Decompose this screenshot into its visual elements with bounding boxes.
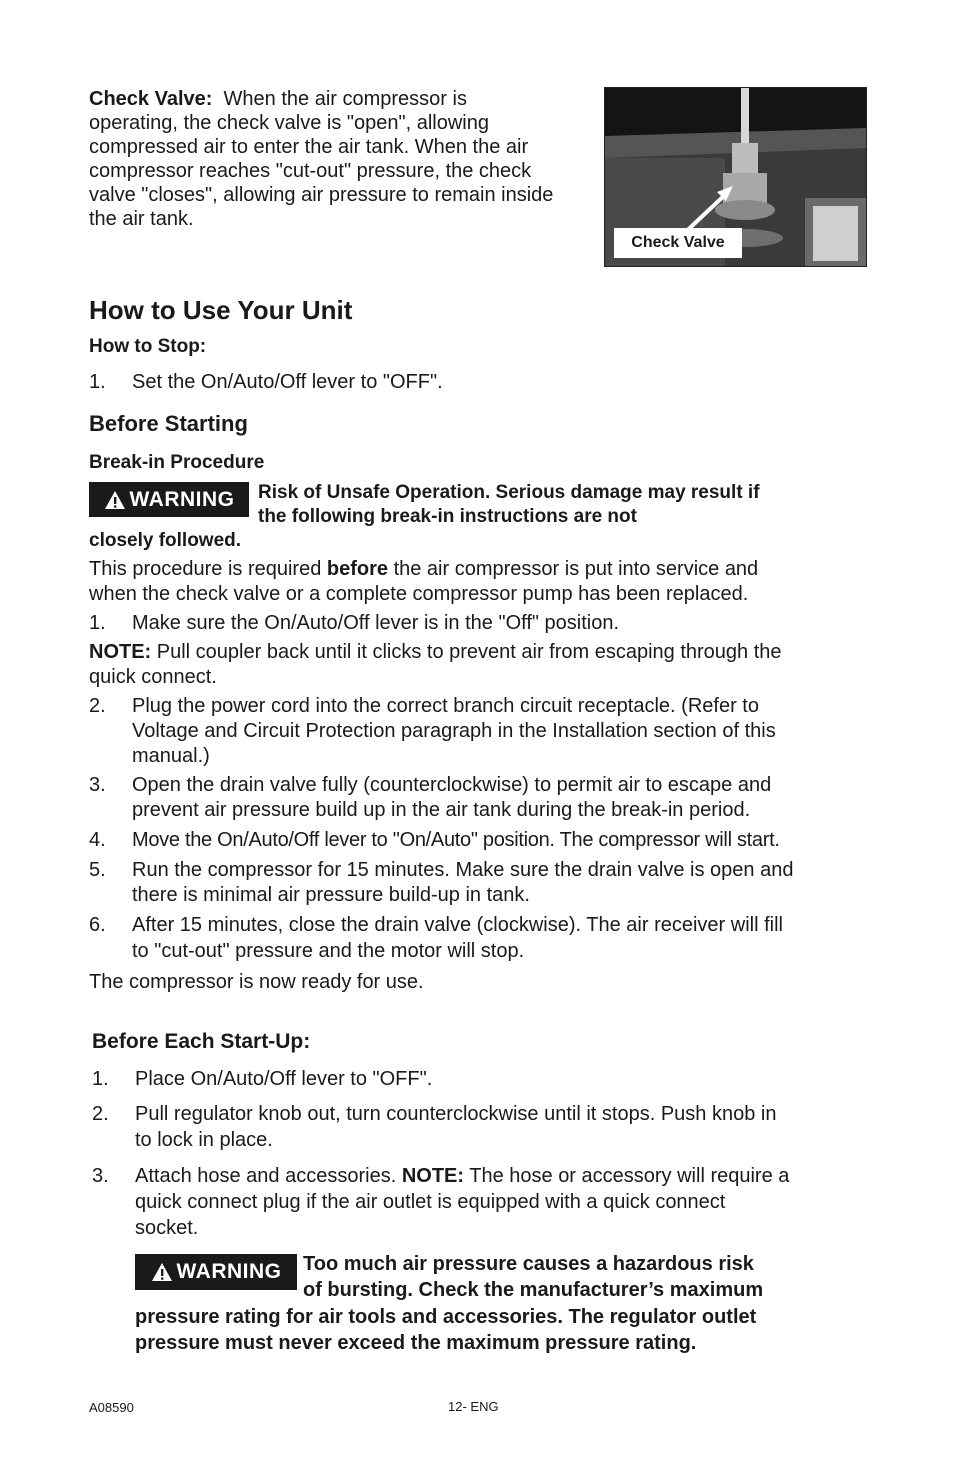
list-item bbox=[92, 1067, 872, 1092]
list-text: Make sure the On/Auto/Off lever is in the "Off" position. bbox=[132, 612, 620, 634]
warning-line: closely followed. bbox=[89, 530, 242, 551]
break-in-heading: Break-in Procedure bbox=[89, 452, 265, 473]
note-label: NOTE: bbox=[401, 1165, 465, 1187]
intro-text: when the check valve or a complete compressor pump has been replaced. bbox=[89, 583, 749, 605]
list-item bbox=[89, 773, 879, 823]
warning-line: pressure must never exceed the maximum pressure rating. bbox=[135, 1332, 697, 1354]
before-each-heading: Before Each Start-Up: bbox=[92, 1030, 311, 1053]
check-valve-line: the air tank. bbox=[89, 208, 194, 230]
list-text: Place On/Auto/Off lever to "OFF". bbox=[135, 1068, 433, 1090]
warning-line: Risk of Unsafe Operation. Serious damage may result if bbox=[258, 482, 760, 503]
ready-text: The compressor is now ready for use. bbox=[89, 971, 424, 993]
check-valve-line: compressed air to enter the air tank. When the air bbox=[89, 136, 529, 158]
check-valve-label: Check Valve: bbox=[89, 88, 213, 110]
list-text: quick connect plug if the air outlet is equipped with a quick connect bbox=[135, 1191, 726, 1213]
list-number: 1. bbox=[89, 371, 106, 393]
list-number: 3. bbox=[89, 774, 106, 796]
list-number: 4. bbox=[89, 829, 106, 851]
check-valve-line: compressor reaches "cut-out" pressure, the check bbox=[89, 160, 532, 182]
list-text: Run the compressor for 15 minutes. Make sure the drain valve is open and bbox=[132, 859, 794, 881]
note-text: quick connect. bbox=[89, 666, 217, 688]
warning-badge-label: WARNING bbox=[176, 1260, 282, 1283]
list-item bbox=[89, 370, 869, 395]
list-item bbox=[89, 913, 879, 963]
note-label: NOTE: bbox=[89, 641, 152, 663]
list-text: Attach hose and accessories. bbox=[135, 1165, 402, 1187]
list-number: 2. bbox=[92, 1103, 109, 1125]
list-item bbox=[92, 1163, 882, 1241]
list-text: socket. bbox=[135, 1217, 199, 1239]
warning-line: of bursting. Check the manufacturer’s maximum bbox=[303, 1279, 764, 1301]
warning-text bbox=[258, 481, 760, 529]
list-text: Pull regulator knob out, turn counterclockwise until it stops. Push knob in bbox=[135, 1103, 777, 1125]
note-paragraph bbox=[89, 640, 889, 690]
intro-text: This procedure is required bbox=[89, 558, 327, 580]
check-valve-line: When the air compressor is bbox=[223, 88, 467, 110]
list-item bbox=[89, 611, 869, 636]
list-number: 6. bbox=[89, 914, 106, 936]
list-item bbox=[89, 858, 879, 908]
list-number: 1. bbox=[92, 1068, 109, 1090]
list-number: 5. bbox=[89, 859, 106, 881]
list-text: there is minimal air pressure build-up in tank. bbox=[132, 884, 530, 906]
warning-line: Too much air pressure causes a hazardous risk bbox=[303, 1253, 754, 1275]
before-starting-heading: Before Starting bbox=[89, 411, 248, 436]
list-text: Set the On/Auto/Off lever to "OFF". bbox=[132, 371, 443, 393]
list-number: 2. bbox=[89, 695, 106, 717]
list-text: After 15 minutes, close the drain valve (clockwise). The air receiver will fill bbox=[132, 914, 783, 936]
warning-triangle-icon bbox=[151, 1262, 173, 1282]
check-valve-paragraph bbox=[89, 87, 604, 231]
check-valve-line: operating, the check valve is "open", allowing bbox=[89, 112, 489, 134]
list-text: prevent air pressure build up in the air tank during the break-in period. bbox=[132, 799, 751, 821]
document-code: A08590 bbox=[89, 1400, 134, 1415]
photo-label: Check Valve bbox=[614, 228, 742, 258]
list-item bbox=[89, 828, 879, 853]
warning-badge bbox=[135, 1254, 297, 1290]
warning-text bbox=[135, 1304, 756, 1356]
warning-line: the following break-in instructions are not bbox=[258, 506, 637, 527]
warning-line: pressure rating for air tools and accessories. The regulator outlet bbox=[135, 1306, 757, 1328]
list-item bbox=[89, 694, 879, 769]
check-valve-photo bbox=[604, 87, 867, 267]
list-text: to lock in place. bbox=[135, 1129, 273, 1151]
section-title: How to Use Your Unit bbox=[89, 295, 353, 325]
check-valve-line: valve "closes", allowing air pressure to remain inside bbox=[89, 184, 554, 206]
intro-paragraph bbox=[89, 557, 889, 607]
list-text: Voltage and Circuit Protection paragraph in the Installation section of this bbox=[132, 720, 776, 742]
list-text: Plug the power cord into the correct branch circuit receptacle. (Refer to bbox=[132, 695, 759, 717]
warning-triangle-icon bbox=[104, 490, 126, 510]
how-to-stop-heading: How to Stop: bbox=[89, 336, 207, 357]
warning-badge bbox=[89, 482, 249, 517]
intro-bold: before bbox=[326, 558, 389, 580]
intro-text: the air compressor is put into service and bbox=[388, 558, 759, 580]
warning-text bbox=[303, 1251, 763, 1303]
list-item bbox=[92, 1101, 882, 1153]
list-text: The hose or accessory will require a bbox=[464, 1165, 790, 1187]
list-text: Open the drain valve fully (counterclockwise) to permit air to escape and bbox=[132, 774, 772, 796]
list-text: to "cut-out" pressure and the motor will stop. bbox=[132, 940, 525, 962]
list-number: 3. bbox=[92, 1165, 109, 1187]
warning-badge-label: WARNING bbox=[129, 487, 235, 511]
list-text: Move the On/Auto/Off lever to "On/Auto" position. The compressor will start. bbox=[132, 829, 780, 851]
list-number: 1. bbox=[89, 612, 106, 634]
note-text: Pull coupler back until it clicks to prevent air from escaping through the bbox=[151, 641, 782, 663]
list-text: manual.) bbox=[132, 745, 210, 767]
page-number: 12- ENG bbox=[448, 1399, 499, 1414]
